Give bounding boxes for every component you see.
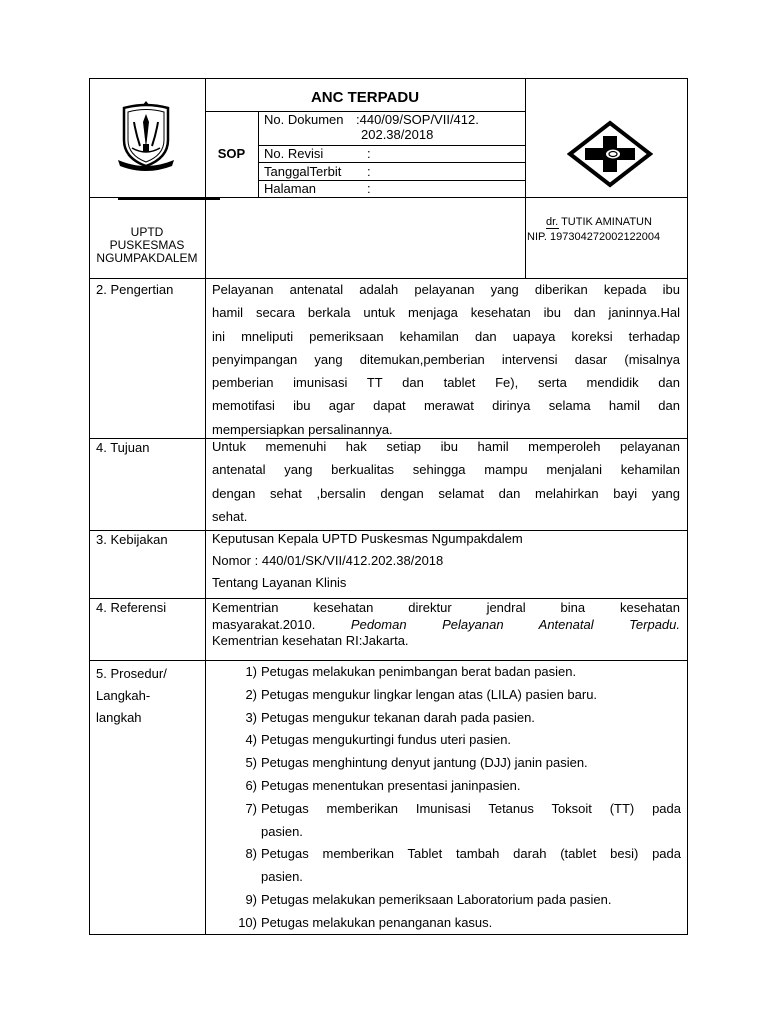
list-item (233, 775, 681, 798)
step-text: Petugas melakukan penanganan kasus. (261, 914, 493, 930)
step-text: Petugas menentukan presentasi janinpasien. (261, 777, 521, 793)
list-item (233, 684, 681, 707)
referensi-line: Kementrian kesehatan RI:Jakarta. (212, 633, 409, 648)
signer-nip: NIP. 197304272002122004 (527, 231, 661, 243)
pengertian-line: pemberian imunisasi TT dan tablet Fe), serta mendidik dan (212, 375, 680, 391)
step-text: Petugas mengukur lingkar lengan atas (LILA) pasien baru. (261, 686, 598, 702)
referensi-line: Kementrian kesehatan direktur jendral bina kesehatan (212, 600, 680, 615)
list-item (233, 798, 681, 844)
prosedur-steps (233, 661, 681, 935)
pengertian-line: hamil secara berkala untuk menjaga kesehatan ibu dan janinnya.Hal (212, 305, 680, 321)
step-number: 8) (245, 846, 257, 862)
list-item (233, 707, 681, 730)
step-text: Petugas melakukan pemeriksaan Laboratorium pada pasien. (261, 891, 612, 907)
section-label-pengertian: 2. Pengertian (96, 282, 174, 297)
step-text: Petugas memberikan Imunisasi Tetanus Toksoit (TT) pada (261, 800, 681, 816)
referensi-line (212, 617, 680, 634)
step-text: pasien. (261, 823, 303, 839)
step-number: 3) (245, 709, 257, 725)
step-number: 4) (245, 732, 257, 748)
step-number: 1) (245, 664, 257, 679)
step-text: Petugas mengukur tekanan darah pada pasien. (261, 709, 535, 725)
pengertian-line: ini mneliputi pemeriksaan kehamilan dan uapaya koreksi terhadap (212, 328, 680, 344)
kebijakan-line: Nomor : 440/01/SK/VII/412.202.38/2018 (212, 553, 444, 568)
step-number: 7) (245, 800, 257, 816)
pengertian-line: memotifasi ibu agar dapat merawat dirinya selama hamil dan (212, 398, 680, 414)
pengertian-line: mempersiapkan persalinannya. (212, 421, 393, 437)
org-name-line: NGUMPAKDALEM (96, 251, 198, 265)
pengertian-text (212, 278, 680, 441)
prosedur-label-line: 5. Prosedur/ (96, 666, 167, 681)
sop-label: SOP (217, 146, 246, 161)
step-text: Petugas melakukan penimbangan berat badan pasien. (261, 664, 577, 679)
step-number: 2) (245, 686, 257, 702)
signer-name-underline (546, 228, 559, 229)
field-value-no-revisi: : (367, 146, 371, 161)
field-value-halaman: : (367, 181, 371, 196)
step-number: 5) (245, 755, 257, 771)
list-item (233, 752, 681, 775)
list-item (233, 843, 681, 889)
step-number: 10) (238, 914, 257, 930)
list-item (233, 912, 681, 935)
step-text: Petugas menghintung denyut jantung (DJJ) janin pasien. (261, 755, 588, 771)
puskesmas-logo (567, 120, 653, 188)
step-text: Petugas mengukurtingi fundus uteri pasien. (261, 732, 512, 748)
list-item (233, 661, 681, 684)
step-number: 6) (245, 777, 257, 793)
section-label-kebijakan: 3. Kebijakan (96, 532, 168, 547)
referensi-book-title: Pedoman Pelayanan Antenatal Terpadu. (350, 616, 680, 632)
org-puskesmas-line: PUSKESMAS (109, 238, 185, 252)
tujuan-line: dengan sehat ,bersalin dengan selamat dan melahirkan bayi yang (212, 485, 680, 501)
list-item (233, 729, 681, 752)
regency-emblem-logo (114, 100, 178, 172)
tujuan-line: Untuk memenuhi hak setiap ibu hamil memperoleh pelayanan (212, 439, 680, 454)
pengertian-line: penyimpangan yang ditemukan,pemberian intervensi dasar (misalnya (212, 351, 680, 367)
section-label-tujuan: 4. Tujuan (96, 440, 150, 455)
referensi-text (212, 600, 680, 650)
list-item (233, 889, 681, 912)
tujuan-line: antenatal yang berkualitas sehingga mampu menjalani kehamilan (212, 462, 680, 478)
tujuan-text (212, 435, 680, 528)
field-value-no-dokumen-cont: 202.38/2018 (361, 127, 434, 142)
kebijakan-line: Tentang Layanan Klinis (212, 575, 347, 590)
field-label-no-dokumen: No. Dokumen (264, 112, 344, 127)
field-value-tanggal-terbit: : (367, 164, 371, 179)
field-value-no-dokumen: :440/09/SOP/VII/412. (356, 112, 479, 127)
section-label-prosedur (96, 663, 167, 729)
prosedur-label-line: Langkah- (96, 688, 151, 703)
referensi-year: masyarakat.2010. (212, 616, 316, 632)
org-unit-line: UPTD (130, 225, 164, 239)
field-label-no-revisi: No. Revisi (264, 146, 324, 161)
kebijakan-text (212, 528, 680, 594)
prosedur-label-line: langkah (96, 710, 142, 725)
field-label-tanggal-terbit: TanggalTerbit (264, 164, 342, 179)
step-number: 9) (245, 891, 257, 907)
logo-underline (118, 198, 220, 200)
step-text: Petugas memberikan Tablet tambah darah (tablet besi) pada (261, 846, 681, 862)
field-label-halaman: Halaman (264, 181, 317, 196)
signer-name: dr. TUTIK AMINATUN (546, 216, 652, 228)
tujuan-line: sehat. (212, 508, 248, 524)
kebijakan-line: Keputusan Kepala UPTD Puskesmas Ngumpakdalem (212, 531, 523, 546)
document-title: ANC TERPADU (310, 89, 420, 106)
section-label-referensi: 4. Referensi (96, 600, 167, 615)
step-text: pasien. (261, 869, 303, 885)
pengertian-line: Pelayanan antenatal adalah pelayanan yang diberikan kepada ibu (212, 282, 680, 297)
